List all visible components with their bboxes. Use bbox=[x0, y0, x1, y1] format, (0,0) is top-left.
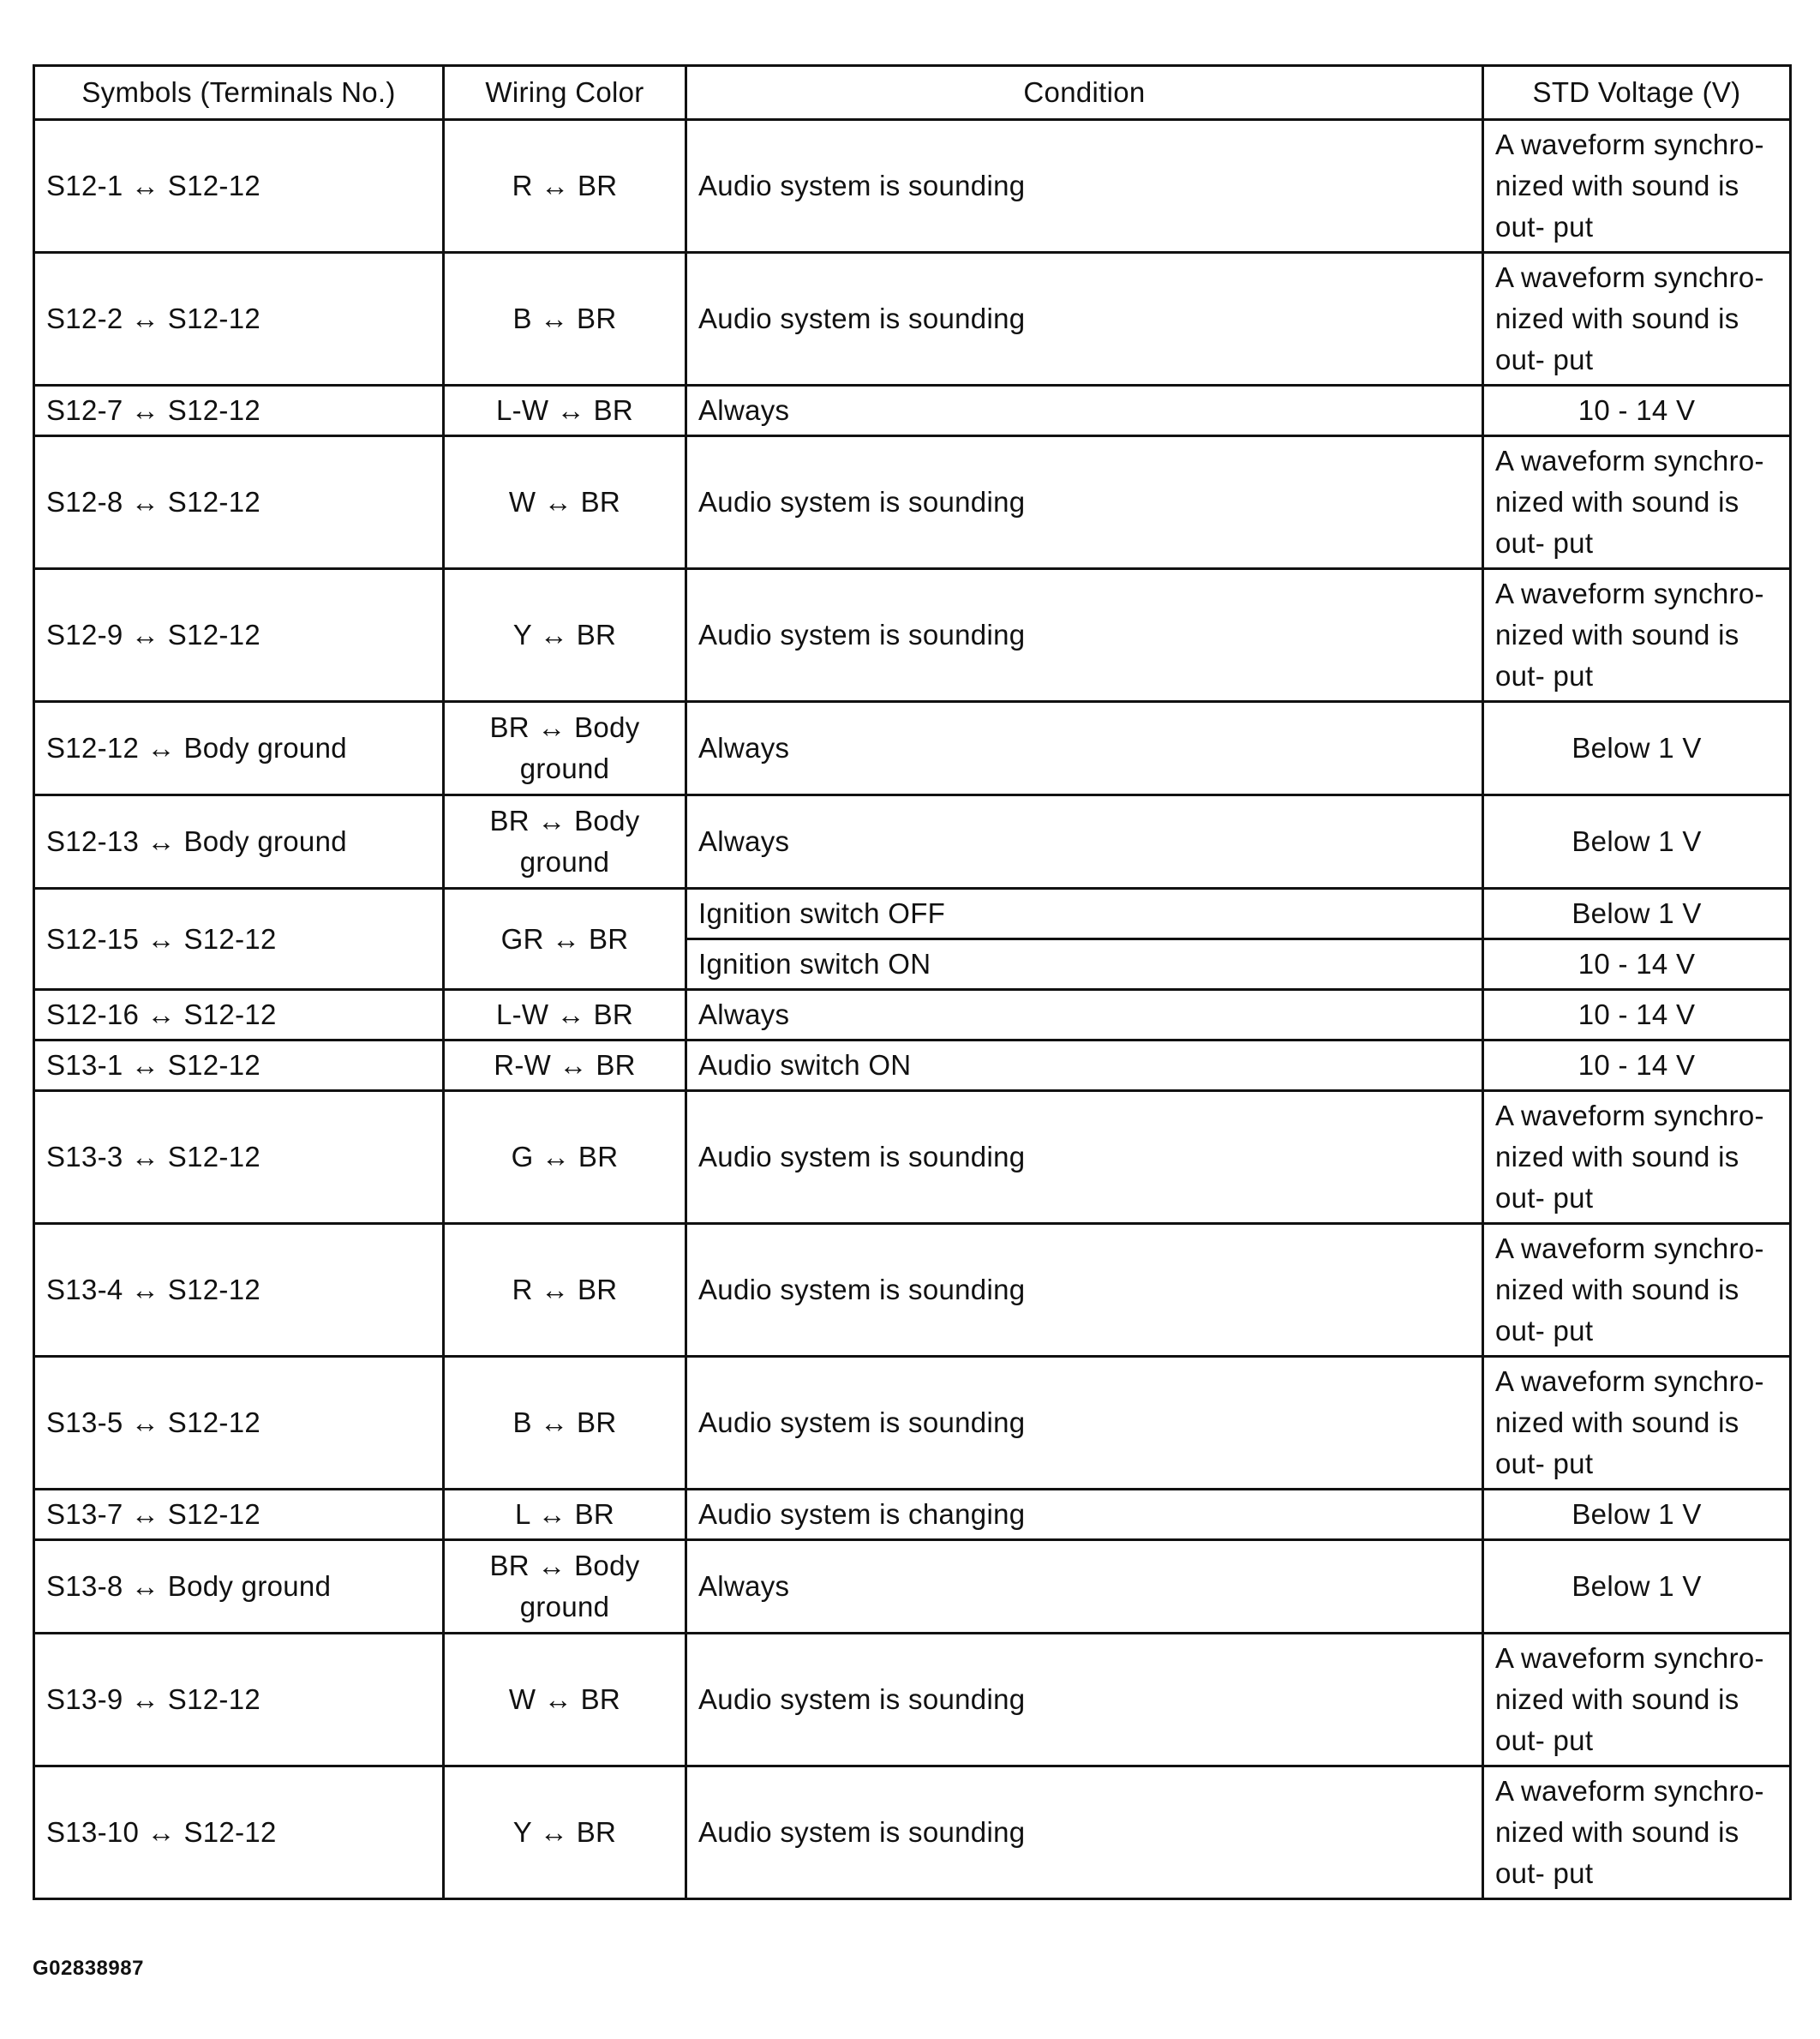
wiring-cell: GR ↔ BR bbox=[444, 889, 686, 990]
voltage-cell: A waveform synchro- nized with sound is out- put bbox=[1483, 436, 1791, 569]
voltage-cell: Below 1 V bbox=[1483, 1540, 1791, 1634]
voltage-cell: A waveform synchro- nized with sound is out- put bbox=[1483, 1091, 1791, 1224]
header-condition: Condition bbox=[686, 66, 1483, 120]
header-wiring-color: Wiring Color bbox=[444, 66, 686, 120]
wiring-cell: W ↔ BR bbox=[444, 436, 686, 569]
wiring-cell: W ↔ BR bbox=[444, 1634, 686, 1766]
header-row bbox=[34, 66, 1791, 120]
symbol-cell: S12-16 ↔ S12-12 bbox=[34, 990, 444, 1040]
voltage-cell: A waveform synchro- nized with sound is out- put bbox=[1483, 1224, 1791, 1357]
wiring-cell: BR ↔ Body ground bbox=[444, 795, 686, 889]
voltage-cell: Below 1 V bbox=[1483, 1490, 1791, 1540]
condition-cell: Ignition switch OFF bbox=[686, 889, 1483, 939]
voltage-cell: 10 - 14 V bbox=[1483, 386, 1791, 436]
condition-cell: Audio system is sounding bbox=[686, 1224, 1483, 1357]
table-row bbox=[34, 253, 1791, 386]
condition-cell: Always bbox=[686, 990, 1483, 1040]
table-row bbox=[34, 990, 1791, 1040]
voltage-cell: 10 - 14 V bbox=[1483, 1040, 1791, 1091]
symbol-cell: S12-8 ↔ S12-12 bbox=[34, 436, 444, 569]
voltage-cell: Below 1 V bbox=[1483, 795, 1791, 889]
header-symbols: Symbols (Terminals No.) bbox=[34, 66, 444, 120]
wiring-cell: R ↔ BR bbox=[444, 120, 686, 253]
table-row bbox=[34, 386, 1791, 436]
wiring-cell: Y ↔ BR bbox=[444, 1766, 686, 1899]
symbol-cell: S12-2 ↔ S12-12 bbox=[34, 253, 444, 386]
wiring-cell: BR ↔ Body ground bbox=[444, 1540, 686, 1634]
table-row bbox=[34, 120, 1791, 253]
condition-cell: Audio system is sounding bbox=[686, 436, 1483, 569]
condition-cell: Audio system is sounding bbox=[686, 253, 1483, 386]
table-row bbox=[34, 702, 1791, 795]
condition-cell: Audio system is changing bbox=[686, 1490, 1483, 1540]
header-std-voltage: STD Voltage (V) bbox=[1483, 66, 1791, 120]
voltage-cell: A waveform synchro- nized with sound is out- put bbox=[1483, 569, 1791, 702]
wiring-cell: G ↔ BR bbox=[444, 1091, 686, 1224]
table-body bbox=[34, 120, 1791, 1899]
condition-cell: Always bbox=[686, 795, 1483, 889]
wiring-cell: B ↔ BR bbox=[444, 1357, 686, 1490]
wiring-cell: BR ↔ Body ground bbox=[444, 702, 686, 795]
condition-cell: Audio system is sounding bbox=[686, 120, 1483, 253]
voltage-cell: A waveform synchro- nized with sound is out- put bbox=[1483, 1634, 1791, 1766]
wiring-cell: R ↔ BR bbox=[444, 1224, 686, 1357]
condition-cell: Audio system is sounding bbox=[686, 1357, 1483, 1490]
wiring-cell: L ↔ BR bbox=[444, 1490, 686, 1540]
symbol-cell: S12-1 ↔ S12-12 bbox=[34, 120, 444, 253]
symbol-cell: S13-4 ↔ S12-12 bbox=[34, 1224, 444, 1357]
voltage-cell: Below 1 V bbox=[1483, 702, 1791, 795]
condition-cell: Audio system is sounding bbox=[686, 1091, 1483, 1224]
condition-cell: Audio system is sounding bbox=[686, 1766, 1483, 1899]
table-row bbox=[34, 795, 1791, 889]
voltage-cell: A waveform synchro- nized with sound is out- put bbox=[1483, 253, 1791, 386]
table-row bbox=[34, 436, 1791, 569]
voltage-cell: A waveform synchro- nized with sound is out- put bbox=[1483, 120, 1791, 253]
condition-cell: Ignition switch ON bbox=[686, 939, 1483, 990]
table-row bbox=[34, 1766, 1791, 1899]
condition-cell: Always bbox=[686, 386, 1483, 436]
wiring-cell: L-W ↔ BR bbox=[444, 990, 686, 1040]
table-row bbox=[34, 1224, 1791, 1357]
symbol-cell: S13-1 ↔ S12-12 bbox=[34, 1040, 444, 1091]
table-row bbox=[34, 1540, 1791, 1634]
condition-cell: Audio system is sounding bbox=[686, 569, 1483, 702]
condition-cell: Audio system is sounding bbox=[686, 1634, 1483, 1766]
symbol-cell: S12-12 ↔ Body ground bbox=[34, 702, 444, 795]
symbol-cell: S13-3 ↔ S12-12 bbox=[34, 1091, 444, 1224]
symbol-cell: S12-15 ↔ S12-12 bbox=[34, 889, 444, 990]
voltage-cell: Below 1 V bbox=[1483, 889, 1791, 939]
symbol-cell: S12-13 ↔ Body ground bbox=[34, 795, 444, 889]
wiring-cell: B ↔ BR bbox=[444, 253, 686, 386]
voltage-cell: A waveform synchro- nized with sound is out- put bbox=[1483, 1357, 1791, 1490]
condition-cell: Always bbox=[686, 1540, 1483, 1634]
symbol-cell: S13-9 ↔ S12-12 bbox=[34, 1634, 444, 1766]
table-row bbox=[34, 1634, 1791, 1766]
table-row bbox=[34, 1040, 1791, 1091]
table-row bbox=[34, 1490, 1791, 1540]
table-row bbox=[34, 889, 1791, 939]
condition-cell: Audio switch ON bbox=[686, 1040, 1483, 1091]
symbol-cell: S13-10 ↔ S12-12 bbox=[34, 1766, 444, 1899]
symbol-cell: S12-7 ↔ S12-12 bbox=[34, 386, 444, 436]
symbol-cell: S13-7 ↔ S12-12 bbox=[34, 1490, 444, 1540]
wiring-cell: R-W ↔ BR bbox=[444, 1040, 686, 1091]
table-row bbox=[34, 1091, 1791, 1224]
terminal-voltage-table bbox=[33, 64, 1792, 1900]
voltage-cell: A waveform synchro- nized with sound is out- put bbox=[1483, 1766, 1791, 1899]
symbol-cell: S13-8 ↔ Body ground bbox=[34, 1540, 444, 1634]
condition-cell: Always bbox=[686, 702, 1483, 795]
voltage-cell: 10 - 14 V bbox=[1483, 990, 1791, 1040]
wiring-cell: L-W ↔ BR bbox=[444, 386, 686, 436]
voltage-cell: 10 - 14 V bbox=[1483, 939, 1791, 990]
table-row bbox=[34, 1357, 1791, 1490]
figure-code: G02838987 bbox=[33, 1957, 144, 1980]
symbol-cell: S12-9 ↔ S12-12 bbox=[34, 569, 444, 702]
symbol-cell: S13-5 ↔ S12-12 bbox=[34, 1357, 444, 1490]
wiring-cell: Y ↔ BR bbox=[444, 569, 686, 702]
table-row bbox=[34, 569, 1791, 702]
